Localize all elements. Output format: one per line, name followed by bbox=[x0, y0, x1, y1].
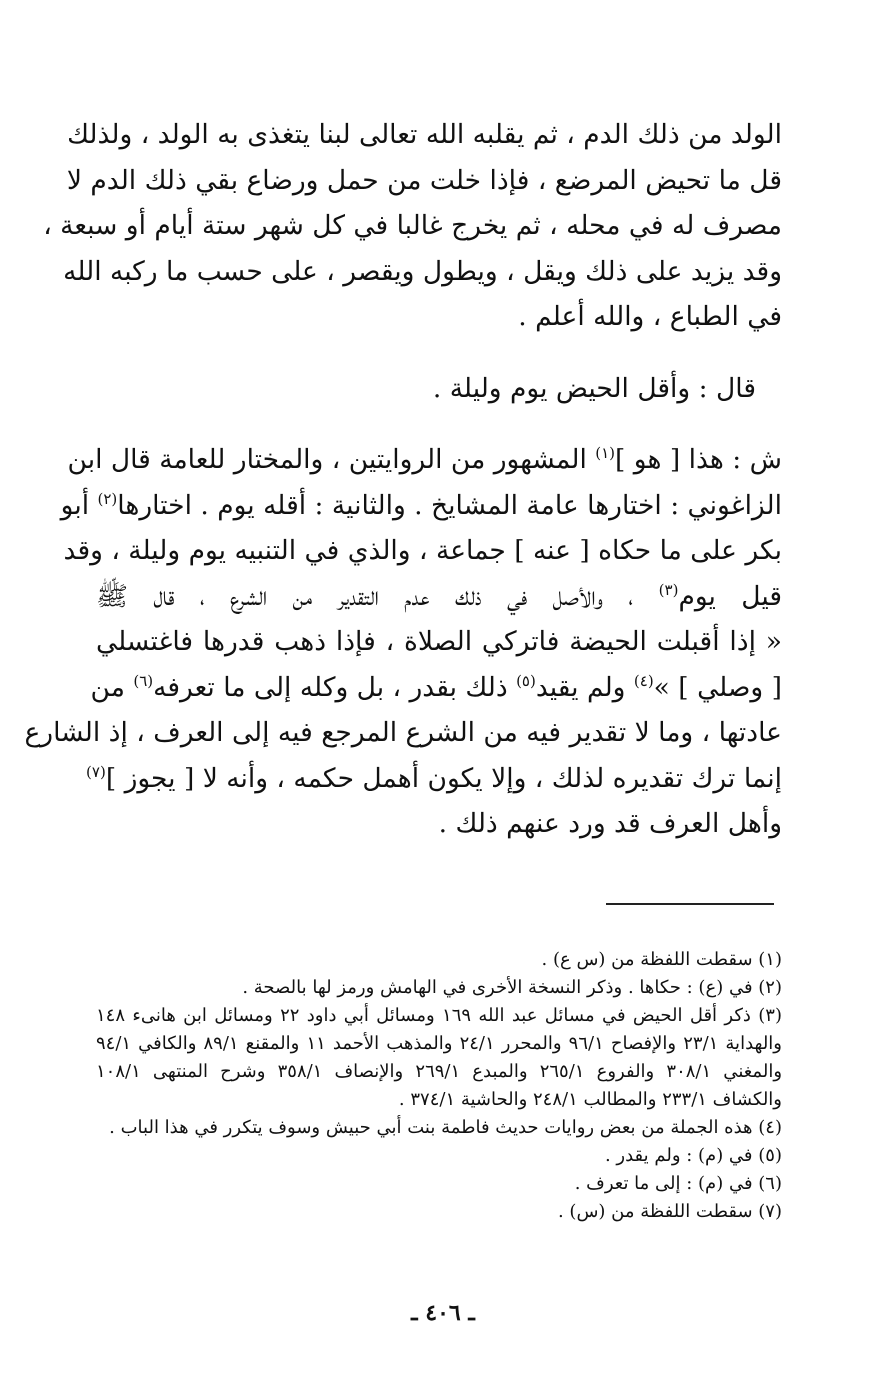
text-line: في الطباع ، والله أعلم . bbox=[518, 301, 782, 332]
footnote-ref[interactable]: (٣) bbox=[658, 580, 679, 599]
footnote-line: والكشاف ٢٣٣/١ والمطالب ٢٤٨/١ والحاشية ٣٧٤/١ . bbox=[398, 1089, 782, 1110]
footnote-ref[interactable]: (١) bbox=[595, 444, 616, 463]
text-line: « إذا أقبلت الحيضة فاتركي الصلاة ، فإذا ذهب قدرها فاغتسلي bbox=[96, 626, 782, 657]
paragraph-3 bbox=[24, 437, 782, 847]
text-line: الولد من ذلك الدم ، ثم يقلبه الله تعالى لبنا يتغذى به الولد ، ولذلك bbox=[67, 119, 782, 150]
text-line: بكر على ما حكاه [ عنه ] جماعة ، والذي في التنبيه يوم وليلة ، وقد bbox=[63, 535, 782, 566]
paragraph-2 bbox=[96, 366, 782, 412]
footnote-line: (٧) سقطت اللفظة من (س) . bbox=[557, 1201, 782, 1222]
footnote-separator bbox=[606, 903, 774, 905]
text-line: الزاغوني : اختارها عامة المشايخ . والثانية : أقله يوم . اختارها$^{(٢)}$ أبو bbox=[60, 489, 782, 521]
footnote-ref[interactable]: (٥) bbox=[516, 671, 536, 690]
text-line: عادتها ، وما لا تقدير فيه من الشرع المرجع فيه إلى العرف ، إذ الشارع bbox=[24, 717, 782, 748]
footnote-line: (٢) في (ع) : حكاها . وذكر النسخة الأخرى في الهامش ورمز لها بالصحة . bbox=[242, 977, 782, 998]
text-line: قيل يوم$^{(٣)}$ ، والأصل في ذلك عدم التقدير من الشرع ، قال ﷺ bbox=[96, 580, 782, 612]
text-line: قل ما تحيض المرضع ، فإذا خلت من حمل ورضاع بقي ذلك الدم لا bbox=[66, 164, 782, 196]
paragraph-1 bbox=[43, 112, 782, 340]
footnote-ref[interactable]: (٤) bbox=[633, 671, 654, 690]
footnotes bbox=[96, 946, 782, 1226]
footnote-line: والهداية ٢٣/١ والإفصاح ٩٦/١ والمحرر ٢٤/١ والمذهب الأحمد ١١ والمقنع ٨٩/١ والكافي ٩٤/١ bbox=[96, 1033, 782, 1054]
footnote-line: (٣) ذكر أقل الحيض في مسائل عبد الله ١٦٩ ومسائل أبي داود ٢٢ ومسائل ابن هانىء ١٤٨ bbox=[96, 1005, 782, 1026]
footnote-ref[interactable]: (٦) bbox=[133, 671, 154, 690]
text-line: [ وصلي ] »$^{(٤)}$ ولم يقيد$^{(٥)}$ ذلك بقدر ، بل وكله إلى ما تعرفه$^{(٦)}$ من bbox=[90, 671, 782, 703]
text-line: إنما ترك تقديره لذلك ، وإلا يكون أهمل حكمه ، وأنه لا [ يجوز ]$^{(٧)}$ bbox=[86, 762, 782, 794]
footnote-line: (٥) في (م) : ولم يقدر . bbox=[604, 1145, 782, 1166]
footnote-ref[interactable]: (٢) bbox=[97, 489, 118, 508]
footnote-line: (٤) هذه الجملة من بعض روايات حديث فاطمة بنت أبي حبيش وسوف يتكرر في هذا الباب . bbox=[109, 1117, 782, 1138]
text-line: قال : وأقل الحيض يوم وليلة . bbox=[432, 372, 756, 404]
text-line: مصرف له في محله ، ثم يخرج غالبا في كل شهر ستة أيام أو سبعة ، bbox=[43, 210, 782, 241]
page-number: ـ ٤٠٦ ـ bbox=[411, 1300, 475, 1326]
footnote-line: (١) سقطت اللفظة من (س ع) . bbox=[541, 949, 782, 970]
text-line: ش : هذا [ هو ]$^{(١)}$ المشهور من الروايتين ، والمختار للعامة قال ابن bbox=[67, 444, 782, 475]
text-line: وقد يزيد على ذلك ويقل ، ويطول ويقصر ، على حسب ما ركبه الله bbox=[63, 255, 782, 287]
text-line: وأهل العرف قد ورد عنهم ذلك . bbox=[438, 808, 782, 839]
footnote-ref[interactable]: (٧) bbox=[86, 762, 106, 781]
footnote-line: (٦) في (م) : إلى ما تعرف . bbox=[574, 1173, 782, 1194]
main-text bbox=[24, 112, 782, 847]
footnote-line: والمغني ٣٠٨/١ والفروع ٢٦٥/١ والمبدع ٢٦٩/١ والإنصاف ٣٥٨/١ وشرح المنتهى ١٠٨/١ bbox=[96, 1061, 783, 1082]
